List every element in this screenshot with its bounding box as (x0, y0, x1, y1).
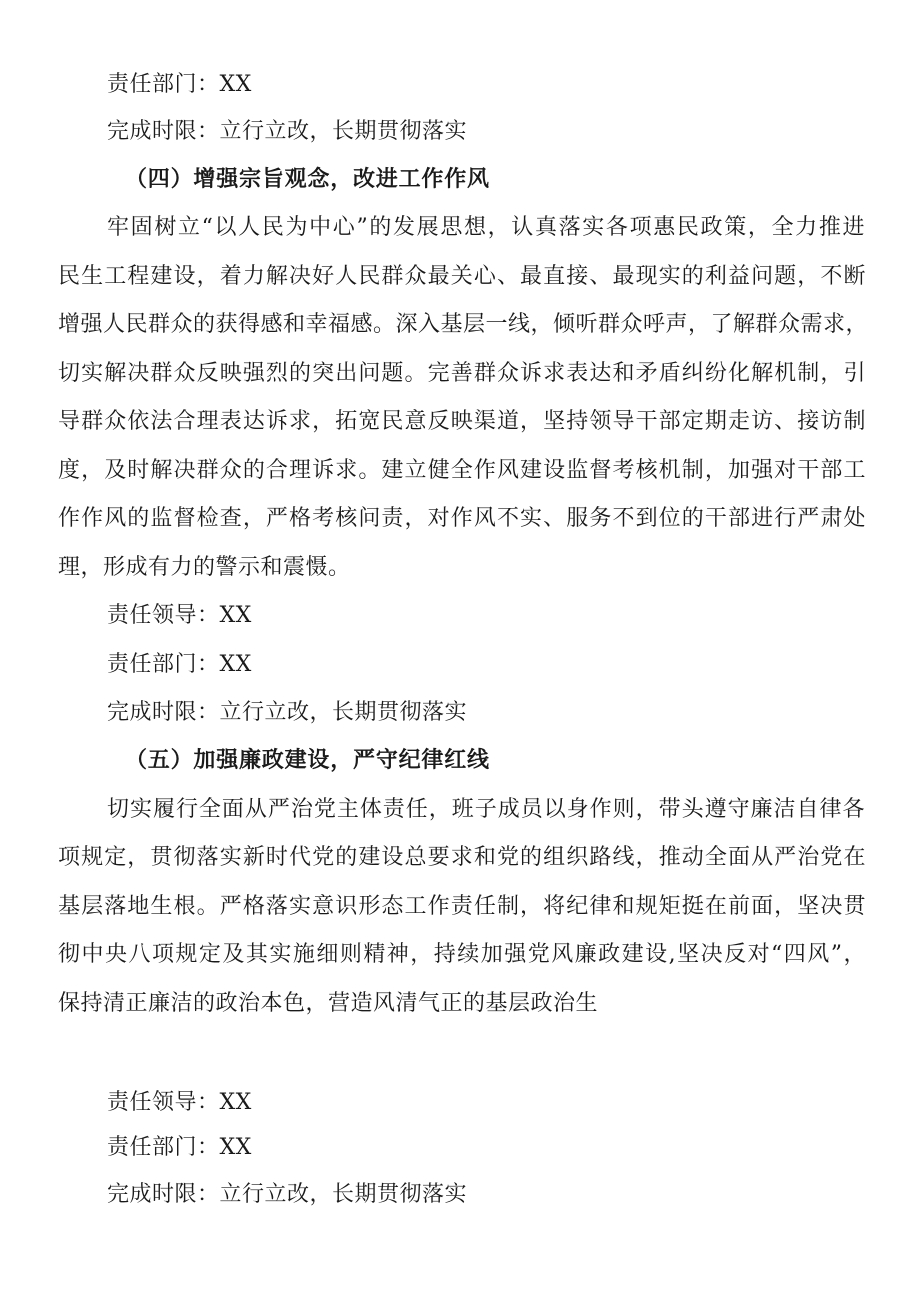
section5-heading: （五）加强廉政建设，严守纪律红线 (125, 748, 490, 773)
section4-paragraph-line: 牢固树立“以人民为中心”的发展思想，认真落实各项惠民政策，全力推进 (107, 215, 865, 240)
section4-paragraph-line: 导群众依法合理表达诉求，拓宽民意反映渠道，坚持领导干部定期走访、接访制 (58, 409, 866, 434)
section3-deadline: 完成时限：立行立改，长期贯彻落实 (107, 119, 468, 144)
section5-paragraph-line: 项规定，贯彻落实新时代党的建设总要求和党的组织路线，推动全面从严治党在 (58, 845, 866, 870)
section4-deadline: 完成时限：立行立改，长期贯彻落实 (107, 700, 468, 725)
section4-paragraph-line: 切实解决群众反映强烈的突出问题。完善群众诉求表达和矛盾纠纷化解机制，引 (58, 361, 866, 386)
section4-paragraph-line: 理，形成有力的警示和震慑。 (58, 555, 351, 580)
section5-deadline: 完成时限：立行立改，长期贯彻落实 (107, 1182, 468, 1207)
section5-paragraph-line: 切实履行全面从严治党主体责任，班子成员以身作则，带头遵守廉洁自律各 (107, 797, 865, 822)
section4-leader: 责任领导：XX (107, 603, 252, 628)
section4-paragraph-line: 作作风的监督检查，严格考核问责，对作风不实、服务不到位的干部进行严肃处 (58, 506, 866, 531)
section5-leader: 责任领导：XX (107, 1090, 252, 1115)
section4-heading: （四）增强宗旨观念，改进工作作风 (125, 167, 490, 192)
section3-dept: 责任部门：XX (107, 72, 252, 97)
section4-dept: 责任部门：XX (107, 652, 252, 677)
section4-paragraph-line: 度，及时解决群众的合理诉求。建立健全作风建设监督考核机制，加强对干部工 (58, 458, 866, 483)
section4-paragraph-line: 增强人民群众的获得感和幸福感。深入基层一线，倾听群众呼声，了解群众需求， (58, 312, 869, 337)
section4-paragraph-line: 民生工程建设，着力解决好人民群众最关心、最直接、最现实的利益问题，不断 (58, 264, 866, 289)
section5-dept: 责任部门：XX (107, 1135, 252, 1160)
section5-paragraph-line: 彻中央八项规定及其实施细则精神，持续加强党风廉政建设,坚决反对“四风”， (58, 942, 866, 967)
section5-paragraph-line: 保持清正廉洁的政治本色，营造风清气正的基层政治生 (58, 991, 599, 1016)
section5-paragraph-line: 基层落地生根。严格落实意识形态工作责任制，将纪律和规矩挺在前面，坚决贯 (58, 894, 866, 919)
